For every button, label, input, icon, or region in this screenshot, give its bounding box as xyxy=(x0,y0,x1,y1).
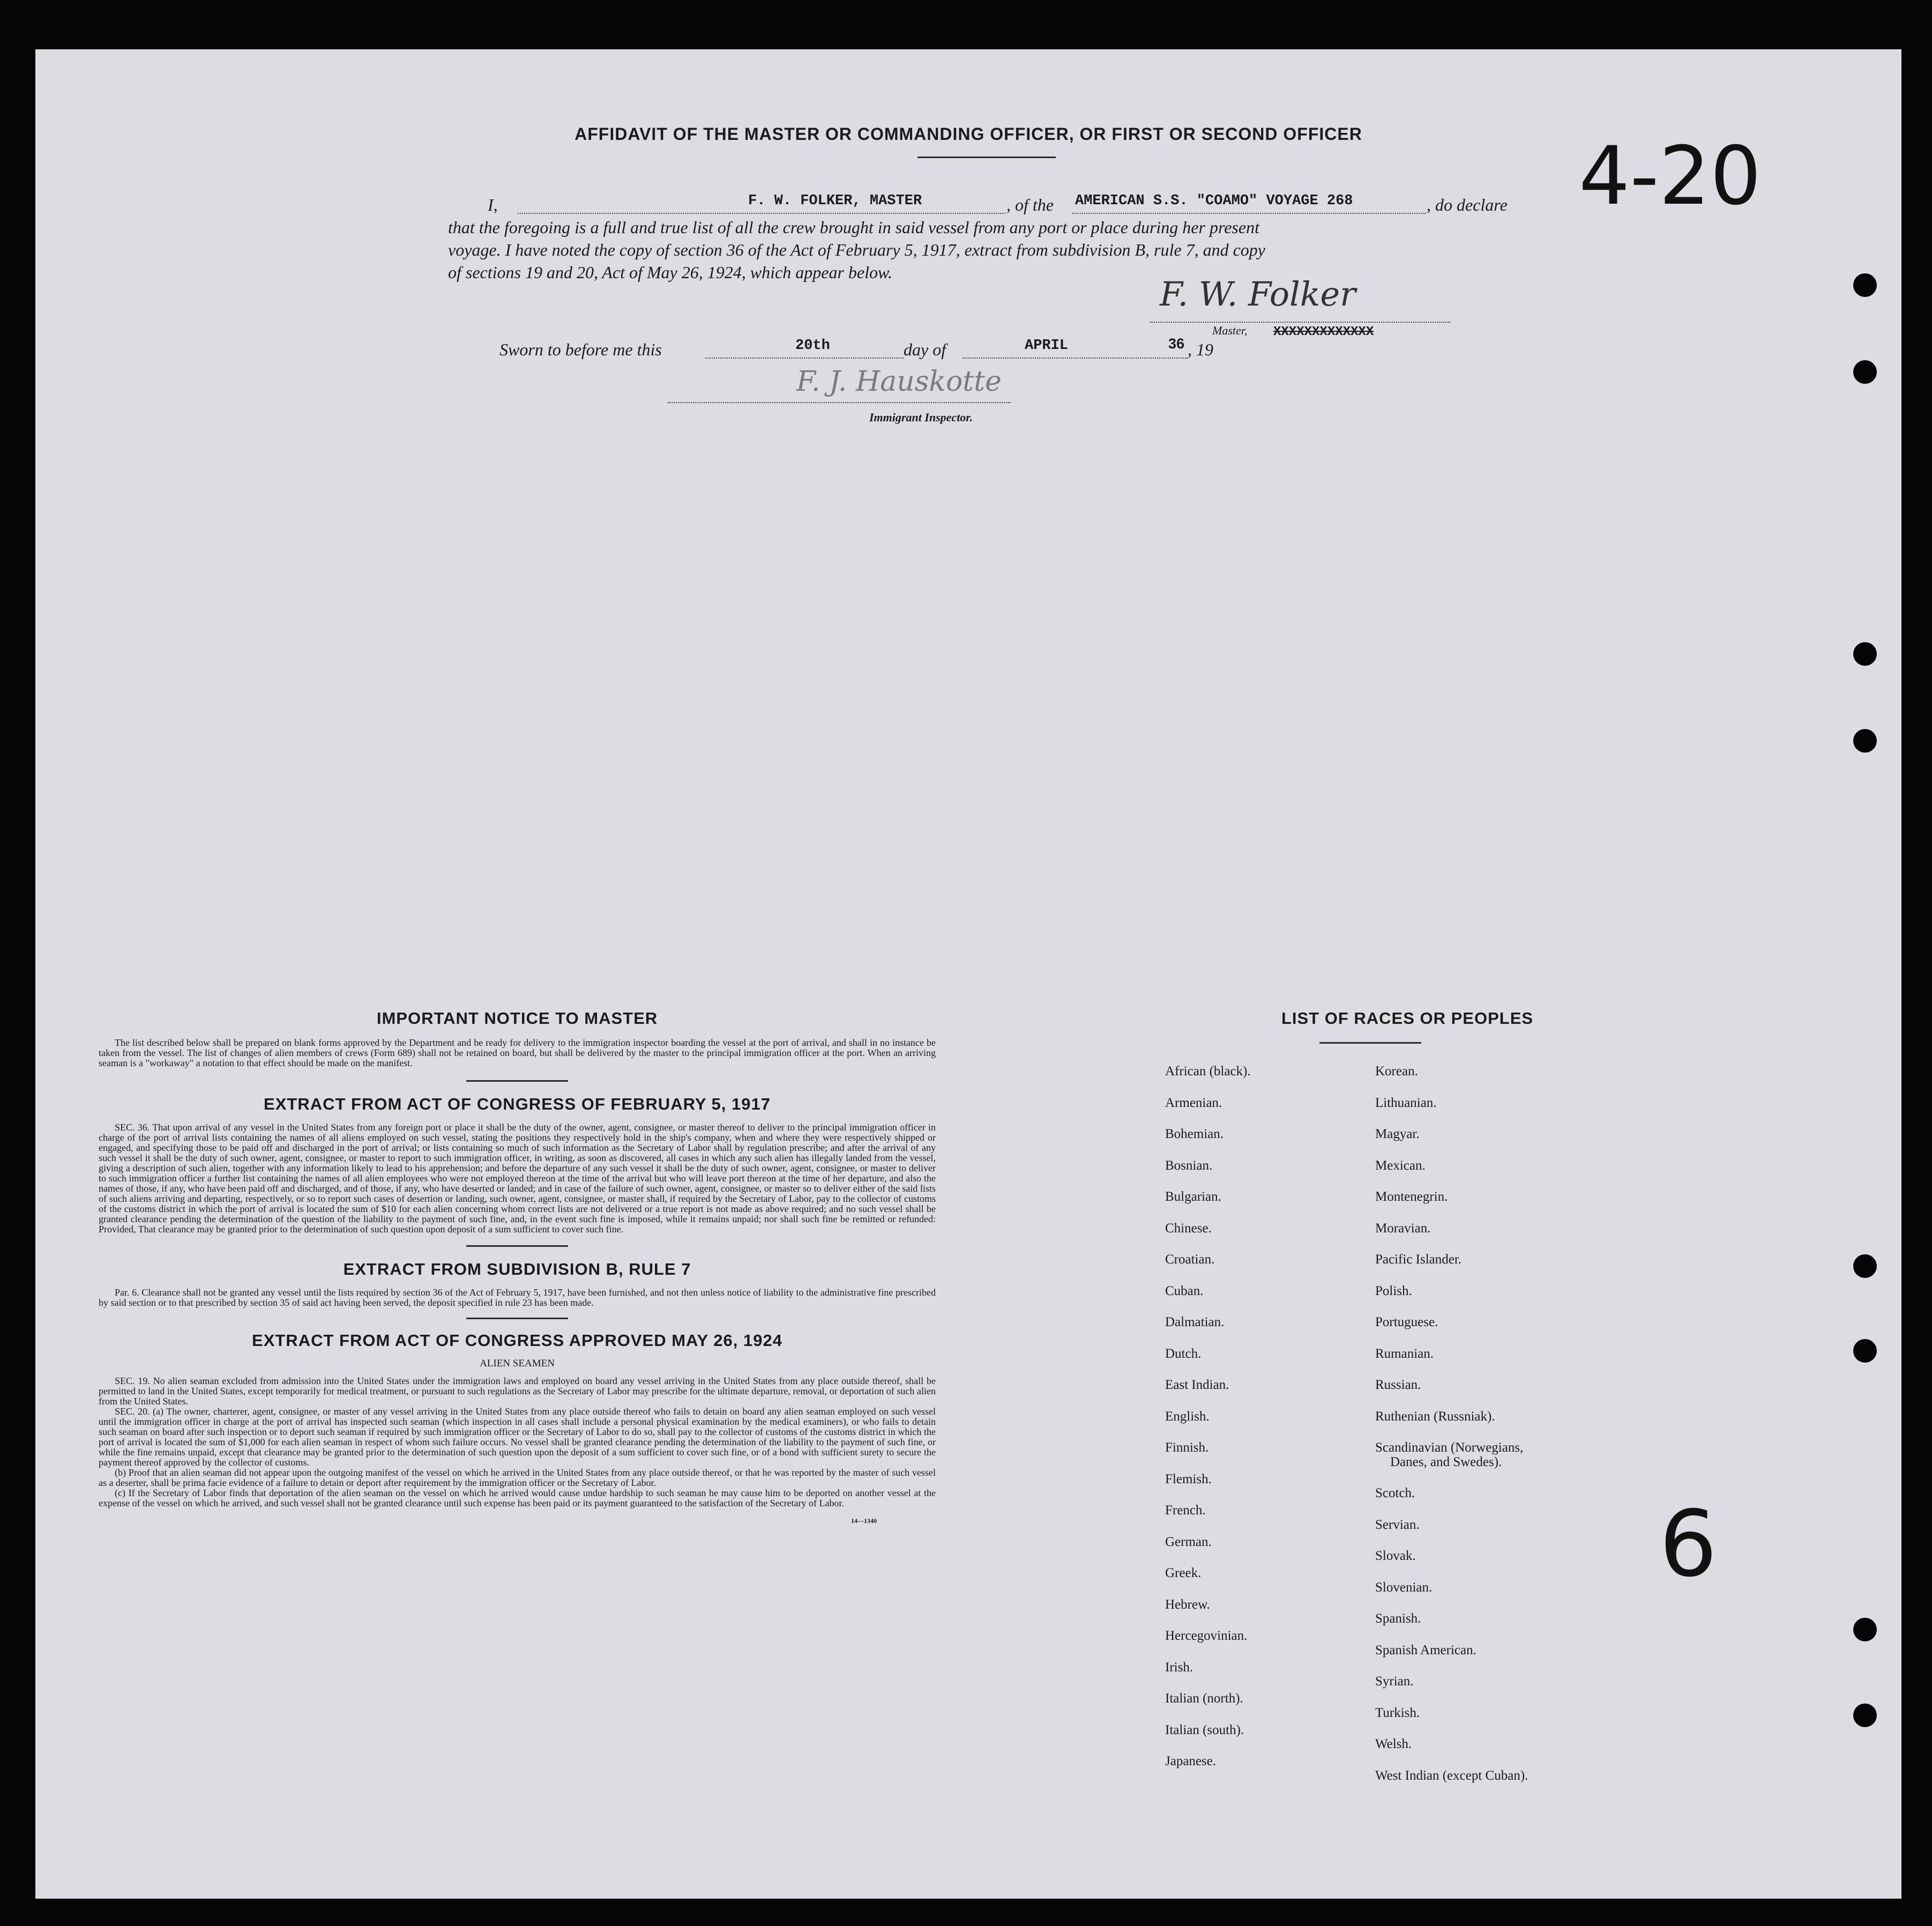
race-item: Spanish American. xyxy=(1375,1642,1476,1657)
race-item: German. xyxy=(1165,1534,1212,1549)
race-item: Pacific Islander. xyxy=(1375,1252,1462,1267)
affidavit-pronoun: I, xyxy=(488,195,498,214)
section-rule xyxy=(466,1318,568,1319)
punch-hole xyxy=(1853,1704,1877,1727)
punch-hole xyxy=(1853,1254,1877,1278)
extract-1924-title: EXTRACT FROM ACT OF CONGRESS APPROVED MAY 26, 1924 xyxy=(252,1331,782,1350)
inspector-caption: Immigrant Inspector. xyxy=(869,411,973,424)
race-item: Ruthenian (Russniak). xyxy=(1375,1409,1495,1424)
race-item: Flemish. xyxy=(1165,1471,1212,1486)
extract-1924-subtitle: ALIEN SEAMEN xyxy=(480,1358,555,1369)
race-item: Korean. xyxy=(1375,1064,1418,1079)
race-item: Japanese. xyxy=(1165,1754,1217,1768)
handwritten-corner-mark: 4-20 xyxy=(1579,130,1762,223)
race-item: Chinese. xyxy=(1165,1221,1212,1236)
punch-hole xyxy=(1853,273,1877,297)
title-rule xyxy=(917,157,1056,158)
race-item: Danes, and Swedes). xyxy=(1390,1454,1502,1469)
do-declare-label: , do declare xyxy=(1427,195,1508,214)
section-rule xyxy=(466,1080,568,1082)
race-item: Bohemian. xyxy=(1165,1127,1224,1141)
notice-title: IMPORTANT NOTICE TO MASTER xyxy=(376,1009,658,1028)
of-the-label: , of the xyxy=(1006,195,1054,214)
inspector-signature-line xyxy=(668,402,1011,403)
vessel-line xyxy=(1072,213,1426,214)
race-item: Moravian. xyxy=(1375,1221,1431,1236)
race-item: Welsh. xyxy=(1375,1737,1412,1751)
race-item: Turkish. xyxy=(1375,1705,1420,1720)
races-right-column xyxy=(1375,1056,1528,1791)
race-item: Cuban. xyxy=(1165,1283,1204,1298)
sworn-day-field: 20th xyxy=(795,338,830,354)
race-item: Armenian. xyxy=(1165,1095,1222,1110)
sec20c-text: (c) If the Secretary of Labor finds that deportation of the alien seaman on the vessel on which he arrived would cause undue hardship to such seaman he may cause him to be deported on another vessel at the expense of the vessel on which he arrived, and such vessel shall not be granted clearance until such expense has been paid or its payment guaranteed to the satisfaction of the Secretary of Labor. xyxy=(99,1488,936,1508)
affidavit-line-2: that the foregoing is a full and true list of all the crew brought in said vessel from any port or place during her present xyxy=(448,218,1259,237)
race-item: Bosnian. xyxy=(1165,1158,1213,1173)
races-title: LIST OF RACES OR PEOPLES xyxy=(1281,1009,1534,1028)
race-item: Greek. xyxy=(1165,1566,1202,1580)
section-rule xyxy=(466,1245,568,1247)
race-item: Dutch. xyxy=(1165,1346,1202,1361)
master-signature-line xyxy=(1150,322,1450,323)
document-page xyxy=(35,49,1901,1899)
punch-hole xyxy=(1853,729,1877,753)
sec19-text: SEC. 19. No alien seaman excluded from admission into the United States under the immigration laws and employed on board any vessel arriving in the United States from any place outside thereof, shall be permitted to land in the United States, except temporarily for medical treatment, or pursuant to such regulations as the Secretary of Labor may prescribe for the ultimate departure, removal, or deportation of such alien from the United States. xyxy=(99,1375,936,1407)
race-item: Irish. xyxy=(1165,1660,1193,1675)
extract-rule7-title: EXTRACT FROM SUBDIVISION B, RULE 7 xyxy=(343,1260,691,1278)
punch-hole xyxy=(1853,360,1877,384)
year-prefix-label: , 19 xyxy=(1188,340,1213,359)
race-item: Italian (north). xyxy=(1165,1691,1243,1706)
races-left-column xyxy=(1165,1056,1251,1778)
extract-rule7-text: Par. 6. Clearance shall not be granted any vessel until the lists required by section 36 of the Act of February 5, 1917, have been furnished, and not then unless notice of liability to the administrative fine prescribed by said section or to that prescribed by section 35 of said act having been served, the deposit specified in rule 23 has been made. xyxy=(99,1287,936,1308)
struck-out-text: XXXXXXXXXXXXX xyxy=(1273,325,1374,339)
extract-1917-text: SEC. 36. That upon arrival of any vessel in the United States from any foreign port or place it shall be the duty of the owner, agent, consignee, or master thereof to deliver to the principal immigration officer in charge of the port of arrival lists containing the names of all aliens employed on such vessel, stating the positions they respectively hold in the ship's company, when and where they were respectively shipped or engaged, and specifying those to be paid off and discharged in the port of arrival; or lists containing so much of such information as the Secretary of Labor shall by regulation prescribe; and after the arrival of any such vessel it shall be the duty of such owner, agent, consignee, or master to report to such immigration officer, in writing, as soon as discovered, all cases in which any such alien has illegally landed from the vessel, giving a description of such alien, together with any information likely to lead to his apprehension; and before the departure of any such vessel it shall be the duty of such owner, agent, consignee, or master to deliver to such immigration officer a further list containing the names of all alien employees who were not employed thereon at the time of the arrival but who will leave port thereon at the time of her departure, and also the names of those, if any, who have been paid off and discharged, and of those, if any, who have deserted or landed; and in case of the failure of such owner, agent, consignee, or master so to deliver either of the said lists of such aliens arriving and departing, respectively, or so to report such cases of desertion or landing, such owner, agent, consignee, or master shall, if required by the Secretary of Labor, pay to the collector of customs of the customs district in which the port of arrival is located the sum of $10 for each alien concerning whom correct lists are not delivered or a true report is not made as above required; and no such vessel shall be granted clearance pending the determination of the question of the liability to the payment of such fine, and, in the event such fine is imposed, while it remains unpaid; nor shall such fine be remitted or refunded: Provided, That clearance may be granted prior to the determination of such question upon deposit of a sum sufficient to cover such fine. xyxy=(99,1122,936,1235)
race-item: Lithuanian. xyxy=(1375,1095,1437,1110)
punch-hole xyxy=(1853,1618,1877,1641)
affidavit-title: AFFIDAVIT OF THE MASTER OR COMMANDING OFFICER, OR FIRST OR SECOND OFFICER xyxy=(575,124,1362,144)
master-caption: Master, xyxy=(1212,324,1248,337)
race-item: French. xyxy=(1165,1503,1206,1518)
sworn-month-field: APRIL xyxy=(1025,338,1069,354)
race-item: English. xyxy=(1165,1409,1210,1424)
race-item: Rumanian. xyxy=(1375,1346,1434,1361)
form-number: 14—1340 xyxy=(851,1517,877,1525)
race-item: Scandinavian (Norwegians, xyxy=(1375,1440,1524,1455)
race-item: African (black). xyxy=(1165,1064,1251,1079)
races-rule xyxy=(1319,1042,1421,1044)
vessel-field: AMERICAN S.S. "COAMO" VOYAGE 268 xyxy=(1075,193,1353,209)
race-item: Scotch. xyxy=(1375,1486,1415,1500)
race-item: Bulgarian. xyxy=(1165,1189,1221,1204)
race-item: Spanish. xyxy=(1375,1611,1421,1626)
race-item: Finnish. xyxy=(1165,1440,1209,1455)
extract-1924-body xyxy=(99,1376,936,1508)
race-item: Croatian. xyxy=(1165,1252,1215,1267)
race-item: Servian. xyxy=(1375,1517,1420,1532)
race-item: Polish. xyxy=(1375,1283,1412,1298)
race-item: Mexican. xyxy=(1375,1158,1426,1173)
race-item: West Indian (except Cuban). xyxy=(1375,1768,1528,1783)
sworn-day-line xyxy=(705,358,904,359)
affidavit-line-4: of sections 19 and 20, Act of May 26, 1924, which appear below. xyxy=(448,263,892,282)
legal-text-column xyxy=(99,1009,936,1525)
punch-hole xyxy=(1853,1339,1877,1363)
race-item: Montenegrin. xyxy=(1375,1189,1448,1204)
race-item: Syrian. xyxy=(1375,1674,1414,1689)
master-signature: F. W. Folker xyxy=(1160,274,1356,314)
sworn-year-field: 36 xyxy=(1168,336,1185,352)
sworn-label: Sworn to before me this xyxy=(499,340,662,359)
race-item: East Indian. xyxy=(1165,1378,1229,1392)
race-item: Slovenian. xyxy=(1375,1580,1433,1595)
race-item: Portuguese. xyxy=(1375,1315,1438,1329)
punch-hole xyxy=(1853,642,1877,666)
sec20b-text: (b) Proof that an alien seaman did not appear upon the outgoing manifest of the vessel on which he arrived in the United States from any place outside thereof, or that he was reported by the master of such vessel as a deserter, shall be prima facie evidence of a failure to detain or deport after requirement by the immigration officer or the Secretary of Labor. xyxy=(99,1467,936,1488)
race-item: Hercegovinian. xyxy=(1165,1628,1248,1643)
race-item: Italian (south). xyxy=(1165,1722,1244,1737)
master-name-line xyxy=(518,213,1005,214)
extract-1917-title: EXTRACT FROM ACT OF CONGRESS OF FEBRUARY 5, 1917 xyxy=(264,1095,771,1113)
day-of-label: day of xyxy=(904,340,946,359)
handwritten-page-number: 6 xyxy=(1659,1491,1718,1597)
notice-body xyxy=(99,1038,936,1068)
race-item: Dalmatian. xyxy=(1165,1315,1225,1329)
race-item: Slovak. xyxy=(1375,1549,1416,1563)
master-name-field: F. W. FOLKER, MASTER xyxy=(748,193,922,209)
sworn-month-line xyxy=(963,358,1188,359)
inspector-signature: F. J. Hauskotte xyxy=(796,366,1002,398)
race-item: Hebrew. xyxy=(1165,1597,1210,1612)
notice-text: The list described below shall be prepared on blank forms approved by the Department and be ready for delivery to the immigration inspector boarding the vessel at the port of arrival, and shall in no instance be taken from the vessel. The list of changes of alien members of crews (Form 689) shall not be retained on board, but shall be delivered by the master to the principal immigration officer at the port. When an arriving seaman is a "workaway" a notation to that effect should be made on the manifest. xyxy=(99,1037,936,1068)
sec20a-text: SEC. 20. (a) The owner, charterer, agent, consignee, or master of any vessel arriving in the United States from any place outside thereof who fails to detain on board any alien seaman employed on such vessel until the immigration officer in charge at the port of arrival has inspected such seaman (which inspection in all cases shall include a personal physical examination by the medical examiners), or who fails to detain such seaman on board after such inspection or to deport such seaman if required by such immigration officer or the Secretary of Labor to do so, shall pay to the collector of customs of the customs district in which the port of arrival is located the sum of $1,000 for each alien seaman in respect of whom such failure occurs. No vessel shall be granted clearance pending the determination of the liability to the payment of such fine, or while the fine remains unpaid, except that clearance may be granted prior to the determination of such question upon the deposit of a sum sufficient to cover such fine, or of a bond with sufficient surety to secure the payment thereof approved by the collector of customs. xyxy=(99,1406,936,1468)
race-item: Magyar. xyxy=(1375,1127,1420,1141)
race-item: Russian. xyxy=(1375,1378,1421,1392)
affidavit-line-3: voyage. I have noted the copy of section 36 of the Act of February 5, 1917, extract from subdivision B, rule 7, and copy xyxy=(448,240,1265,259)
extract-rule7-body xyxy=(99,1288,936,1308)
extract-1917-body xyxy=(99,1122,936,1235)
